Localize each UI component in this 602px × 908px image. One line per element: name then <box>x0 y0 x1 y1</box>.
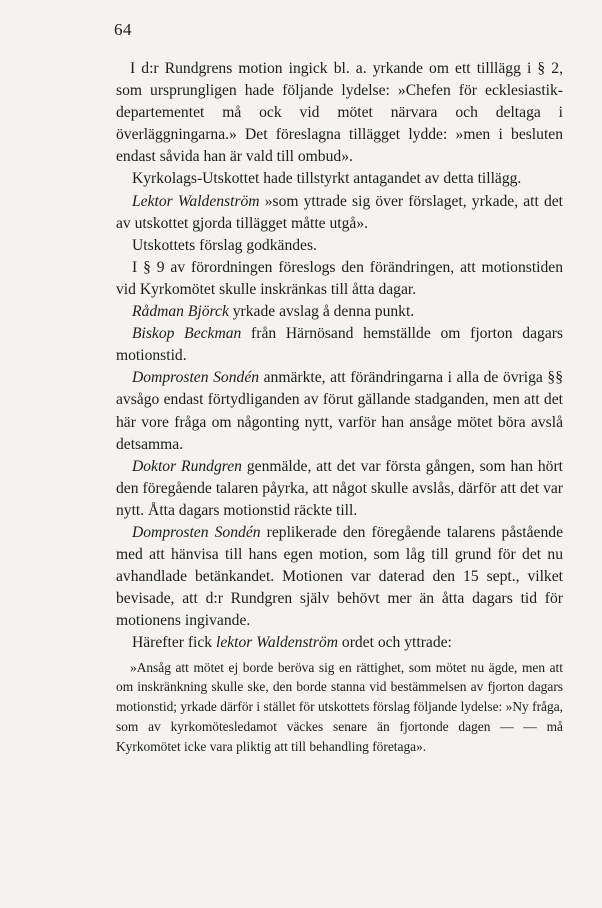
paragraph-text: Härefter fick <box>132 634 216 652</box>
paragraph <box>116 235 563 257</box>
speaker-name: Doktor Rundgren <box>132 457 242 475</box>
paragraph-text: Kyrkolags-Utskottet hade tillstyrkt antagandet av detta tillägg. <box>132 170 522 188</box>
body-text <box>116 58 563 757</box>
paragraph <box>116 257 563 301</box>
paragraph-text: genmälde, att det var första gången, som han hört den föregående talaren påyrka, att något skulle avslås, därför att det var nytt. Åtta dagars motionstid räckte till. <box>116 457 563 519</box>
paragraph <box>116 323 563 367</box>
speaker-name: lektor Waldenström <box>215 634 338 652</box>
paragraph-text: ordet och yttrade: <box>338 634 452 652</box>
speaker-name: Rådman Björck <box>132 303 229 321</box>
page-number: 64 <box>114 20 132 39</box>
paragraph <box>116 632 563 654</box>
paragraph <box>116 456 563 522</box>
speaker-name: Biskop Beckman <box>132 325 242 343</box>
paragraph-text: från Härnösand hemställde om fjorton dagars motionstid. <box>116 325 564 365</box>
speaker-name: Lektor Waldenström <box>132 192 260 210</box>
paragraph <box>116 191 563 235</box>
quoted-statement: »Ansåg att mötet ej borde beröva sig en rättighet, som mötet nu ägde, men att om inskränkning skulle ske, den borde stanna vid bestämmelsen av fjorton dagars motionstid; yrkade därför i stället för utskottets förslag följande lydelse: »Ny fråga, som av kyrkomötesledamot väckes senare än fjortonde dagen — — må Kyrkomötet icke vara pliktig att till behandling företaga». <box>116 659 563 754</box>
paragraph <box>116 58 563 168</box>
paragraph-text: replikerade den föregående talarens påstående med att hänvisa till hans egen motion, som låg till grund för det nu avhandlade betänkandet. Motionen var daterad den 15 sept., vilket bevisade, att d:r Rundgren själv behövt mer än åtta dagars tid för motionens ingivande. <box>116 523 563 630</box>
paragraph-text: I d:r Rundgrens motion ingick bl. a. yrkande om ett tilllägg i § 2, som ursprungligen hade följande lydelse: »Chefen för ecklesiastik-departementet må ock vid mötet närvara och deltaga i överläggningarna.» Det föreslagna tillägget lydde: »men i besluten endast såvida han är vald till ombud». <box>116 60 563 166</box>
paragraph-text: anmärkte, att förändringarna i alla de övriga §§ avsågo endast förtydliganden av förut gällande stadganden, men att det här vore fråga om någonting nytt, varför han ansåge mötet böra avslå detsamma. <box>116 369 563 453</box>
speaker-name: Domprosten Sondén <box>132 523 261 541</box>
paragraph-text: Utskottets förslag godkändes. <box>132 236 317 254</box>
paragraph <box>116 168 563 190</box>
paragraph <box>116 522 563 632</box>
paragraph-text: »som yttrade sig över förslaget, yrkade, att det av utskottet gjorda tillägget måtte utgå». <box>116 192 564 232</box>
speaker-name: Domprosten Sondén <box>132 369 260 387</box>
paragraph-text: yrkade avslag å denna punkt. <box>228 303 415 321</box>
paragraph <box>116 301 563 323</box>
paragraph-text: I § 9 av förordningen föreslogs den förändringen, att motionstiden vid Kyrkomötet skulle inskränkas till åtta dagar. <box>116 258 563 298</box>
paragraph <box>116 367 563 455</box>
